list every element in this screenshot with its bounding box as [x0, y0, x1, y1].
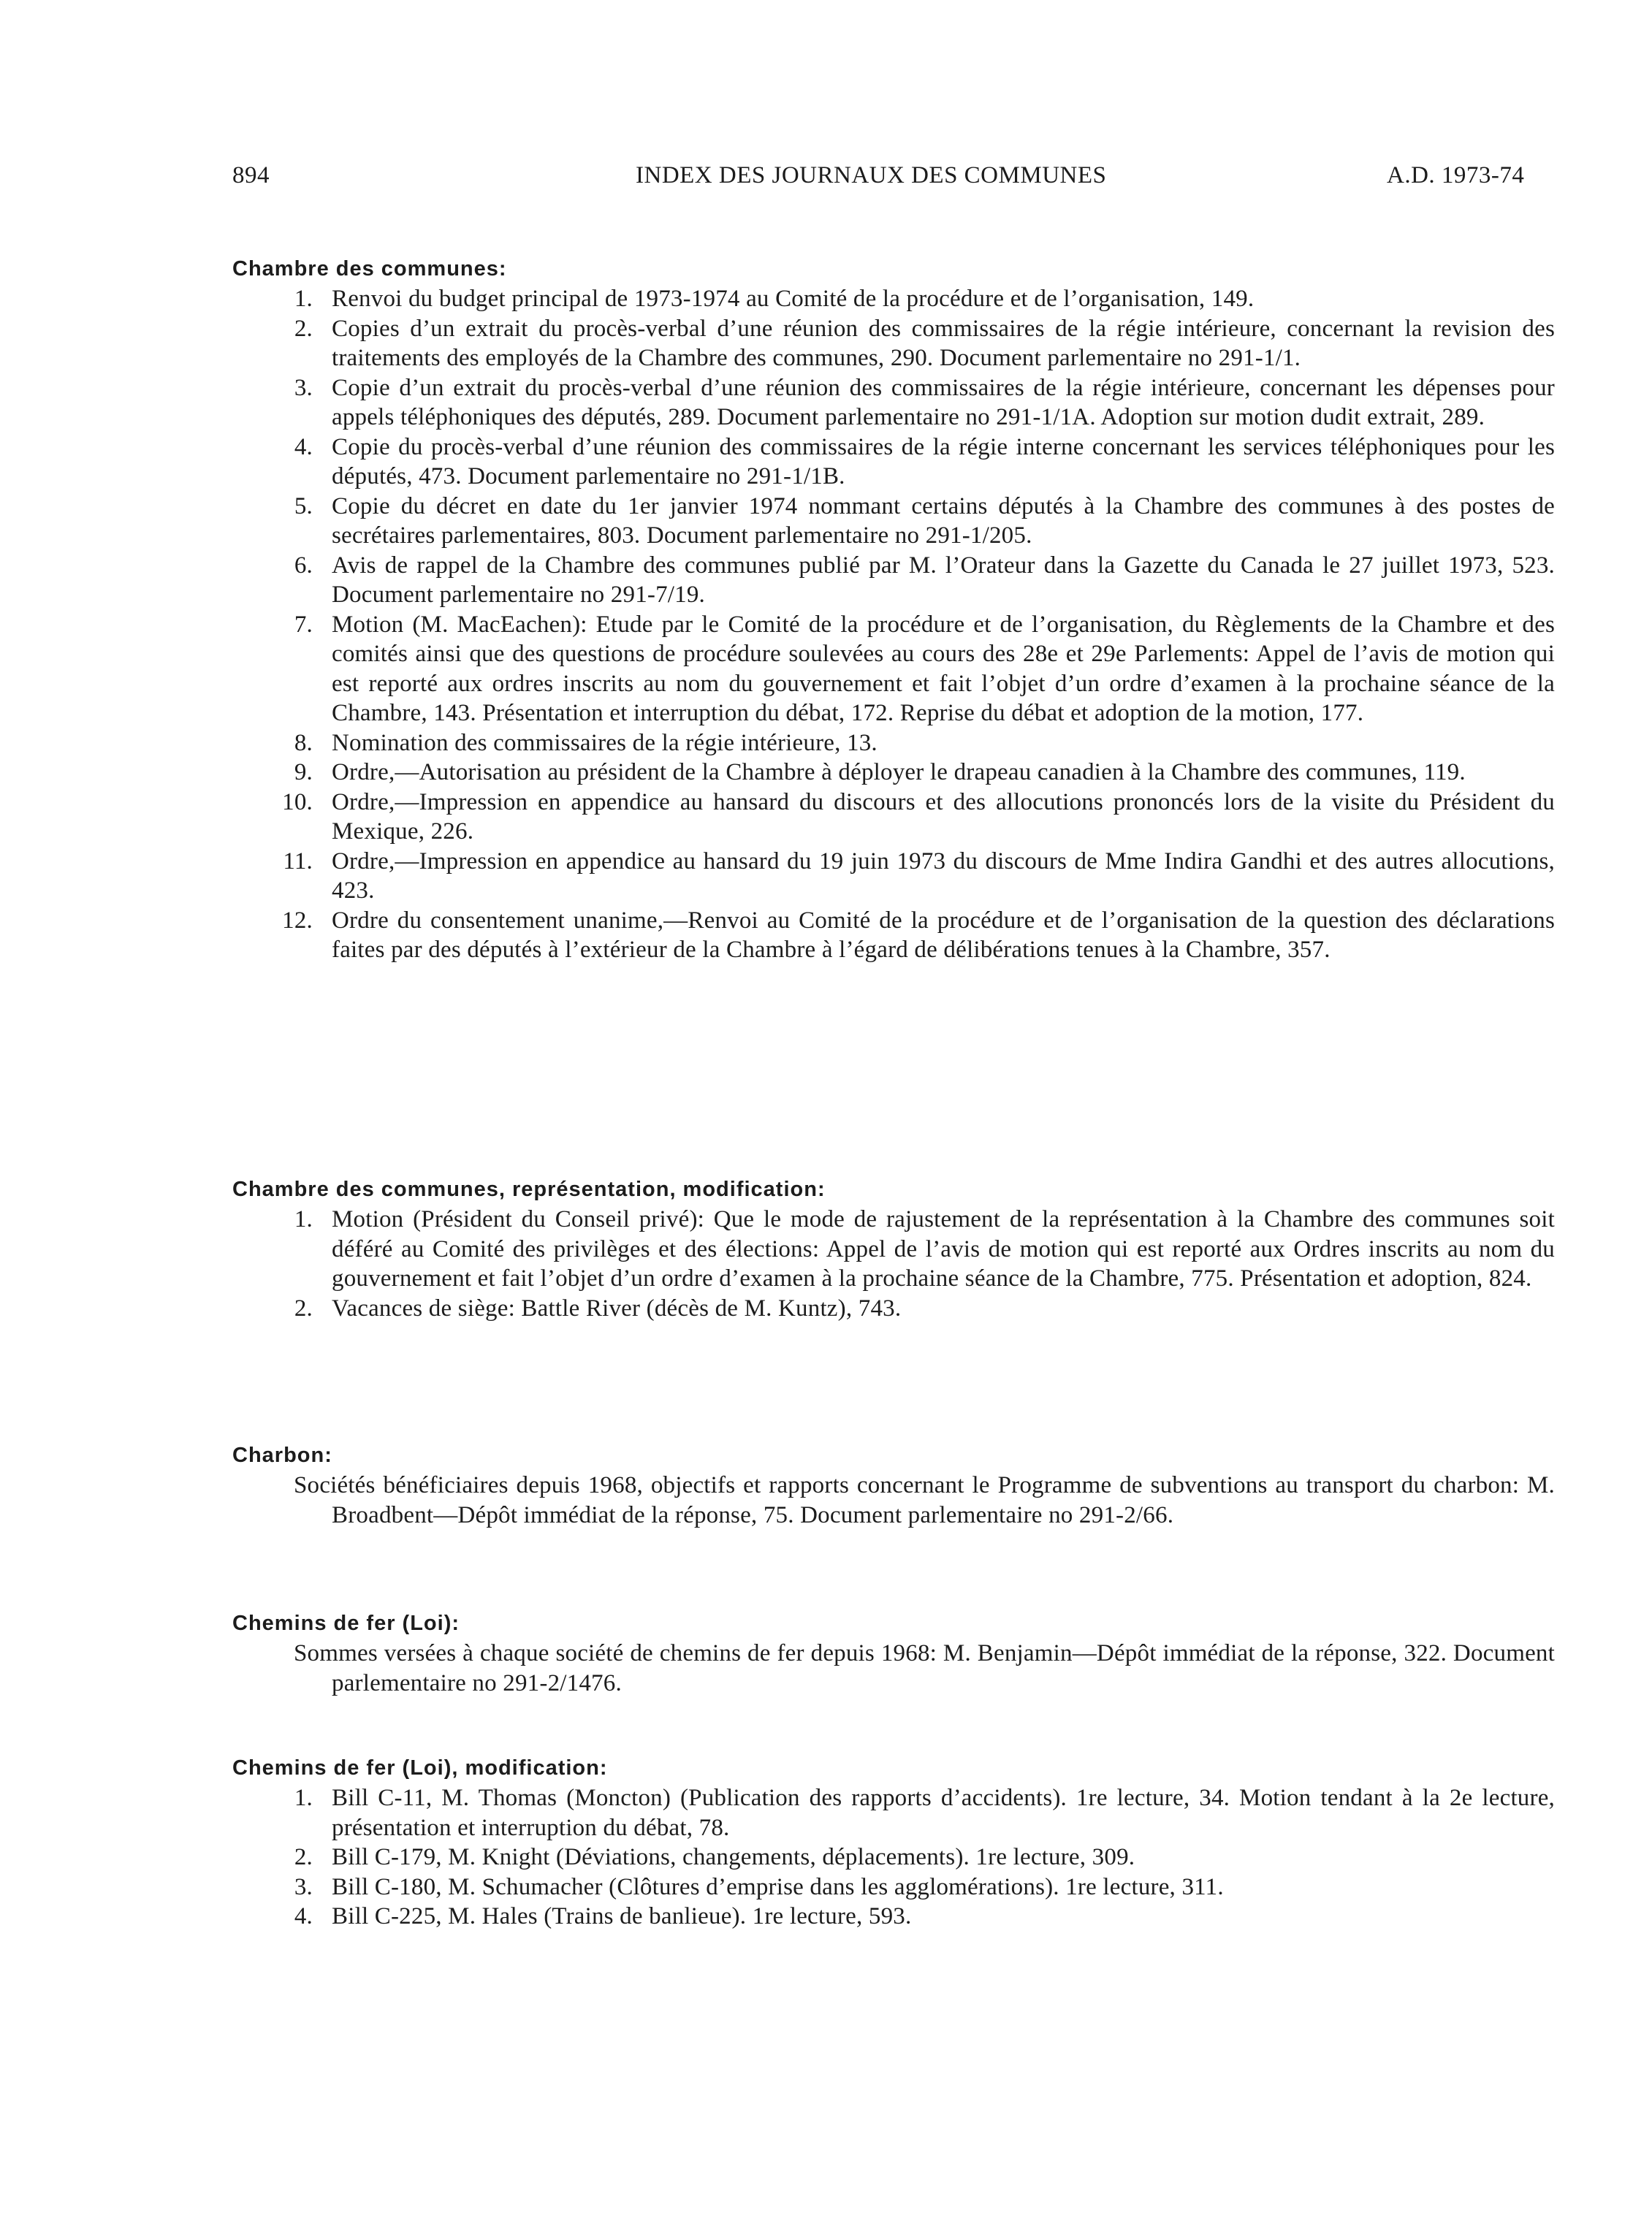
entry-number: 3.	[294, 374, 313, 401]
entry-number: 3.	[294, 1873, 313, 1900]
section-paragraph: Sociétés bénéficiaires depuis 1968, objectifs et rapports concernant le Programme de subventions au transport du charbon: M. Broadbent—Dépôt immédiat de la réponse, 75. Document parlementaire no 291-2/66.	[294, 1472, 1555, 1528]
volume-year: A.D. 1973-74	[1387, 162, 1525, 188]
entry-number: 10.	[282, 788, 313, 815]
index-entry	[232, 906, 1555, 965]
entry-text: Ordre,—Impression en appendice au hansard du 19 juin 1973 du discours de Mme Indira Gandhi et des autres allocutions, 423.	[332, 847, 1555, 904]
entry-text: Motion (M. MacEachen): Etude par le Comité de la procédure et de l’organisation, du Règlements de la Chambre et des comités ainsi que des questions de procédure soulevées au cours des 28e et 29e Parlements: Appel de l’avis de motion qui est reporté aux ordres inscrits au nom du gouvernement et fait l’objet d’un ordre d’examen à la prochaine séance de la Chambre, 143. Présentation et interruption du débat, 172. Reprise du débat et adoption de la motion, 177.	[332, 611, 1555, 726]
index-section-chemins-de-fer-modification	[232, 1756, 1555, 1932]
entry-number: 7.	[294, 611, 313, 638]
entry-text: Ordre,—Impression en appendice au hansard du discours et des allocutions prononcés lors de la visite du Président du Mexique, 226.	[332, 788, 1555, 845]
entry-number: 12.	[282, 907, 313, 934]
entry-text: Bill C-11, M. Thomas (Moncton) (Publication des rapports d’accidents). 1re lecture, 34. Motion tendant à la 2e lecture, présentation et interruption du débat, 78.	[332, 1785, 1555, 1841]
entry-number: 2.	[294, 1844, 313, 1870]
entry-text: Copies d’un extrait du procès-verbal d’une réunion des commissaires de la régie intérieure, concernant la revision des traitements des employés de la Chambre des communes, 290. Document parlementaire no 291-1/1.	[332, 315, 1555, 371]
index-section-representation-modification	[232, 1178, 1555, 1323]
index-section-chambre-des-communes	[232, 257, 1555, 965]
entry-number: 1.	[294, 1785, 313, 1811]
entry-text: Motion (Président du Conseil privé): Que le mode de rajustement de la représentation à la Chambre des communes soit déféré au Comité des privilèges et des élections: Appel de l’avis de motion qui est reporté aux Ordres inscrits au nom du gouvernement et fait l’objet d’un ordre d’examen à la prochaine séance de la Chambre, 775. Présentation et adoption, 824.	[332, 1206, 1555, 1292]
entry-text: Bill C-225, M. Hales (Trains de banlieue). 1re lecture, 593.	[332, 1903, 912, 1929]
entry-text: Renvoi du budget principal de 1973-1974 au Comité de la procédure et de l’organisation, 149.	[332, 286, 1255, 312]
entry-text: Ordre du consentement unanime,—Renvoi au Comité de la procédure et de l’organisation de la question des déclarations faites par des députés à l’extérieur de la Chambre à l’égard de délibérations tenues à la Chambre, 357.	[332, 907, 1555, 963]
index-entry	[232, 1205, 1555, 1294]
index-section-charbon	[232, 1444, 1555, 1530]
entry-number: 1.	[294, 1206, 313, 1232]
section-title: Charbon:	[232, 1444, 332, 1467]
index-entry	[232, 1783, 1555, 1843]
entry-number: 2.	[294, 1295, 313, 1322]
section-title: Chemins de fer (Loi), modification:	[232, 1756, 608, 1780]
entry-text: Copie d’un extrait du procès-verbal d’une réunion des commissaires de la régie intérieure, concernant les dépenses pour appels téléphoniques des députés, 289. Document parlementaire no 291-1/1A. Adoption sur motion dudit extrait, 289.	[332, 374, 1555, 430]
index-entry	[232, 758, 1555, 788]
index-entry	[232, 610, 1555, 728]
index-entry	[232, 1843, 1555, 1872]
entry-text: Copie du décret en date du 1er janvier 1974 nommant certains députés à la Chambre des communes à des postes de secrétaires parlementaires, 803. Document parlementaire no 291-1/205.	[332, 492, 1555, 549]
entry-number: 4.	[294, 1903, 313, 1929]
index-entry	[232, 314, 1555, 373]
entry-number: 2.	[294, 315, 313, 342]
index-entry	[232, 1294, 1555, 1324]
index-entry	[232, 492, 1555, 551]
index-entry	[232, 847, 1555, 906]
index-entry	[232, 788, 1555, 847]
entry-number: 6.	[294, 552, 313, 579]
index-entry	[232, 1872, 1555, 1902]
index-entry	[232, 433, 1555, 492]
entry-text: Avis de rappel de la Chambre des communes publié par M. l’Orateur dans la Gazette du Canada le 27 juillet 1973, 523. Document parlementaire no 291-7/19.	[332, 552, 1555, 608]
page-number: 894	[232, 162, 270, 188]
entry-number: 5.	[294, 492, 313, 519]
entry-text: Bill C-180, M. Schumacher (Clôtures d’emprise dans les agglomérations). 1re lecture, 311.	[332, 1873, 1224, 1900]
entry-text: Bill C-179, M. Knight (Déviations, changements, déplacements). 1re lecture, 309.	[332, 1844, 1135, 1870]
index-entry	[232, 1902, 1555, 1932]
entry-number: 11.	[283, 847, 313, 875]
running-title: INDEX DES JOURNAUX DES COMMUNES	[636, 162, 1107, 188]
index-entry	[232, 284, 1555, 314]
index-entry	[232, 373, 1555, 433]
entry-number: 1.	[294, 286, 313, 312]
entry-number: 8.	[294, 729, 313, 756]
entry-number: 4.	[294, 433, 313, 460]
index-section-chemins-de-fer	[232, 1612, 1555, 1698]
index-entry	[232, 551, 1555, 610]
entry-text: Nomination des commissaires de la régie intérieure, 13.	[332, 729, 878, 756]
entry-text: Vacances de siège: Battle River (décès de M. Kuntz), 743.	[332, 1295, 902, 1322]
entry-text: Ordre,—Autorisation au président de la Chambre à déployer le drapeau canadien à la Chambre des communes, 119.	[332, 759, 1466, 785]
index-entry	[232, 728, 1555, 758]
section-title: Chambre des communes:	[232, 257, 507, 281]
section-title: Chambre des communes, représentation, modification:	[232, 1178, 826, 1201]
entry-text: Copie du procès-verbal d’une réunion des commissaires de la régie interne concernant les services téléphoniques pour les députés, 473. Document parlementaire no 291-1/1B.	[332, 433, 1555, 489]
entry-number: 9.	[294, 759, 313, 785]
section-title: Chemins de fer (Loi):	[232, 1612, 460, 1635]
section-paragraph: Sommes versées à chaque société de chemins de fer depuis 1968: M. Benjamin—Dépôt immédiat de la réponse, 322. Document parlementaire no 291-2/1476.	[294, 1640, 1555, 1696]
